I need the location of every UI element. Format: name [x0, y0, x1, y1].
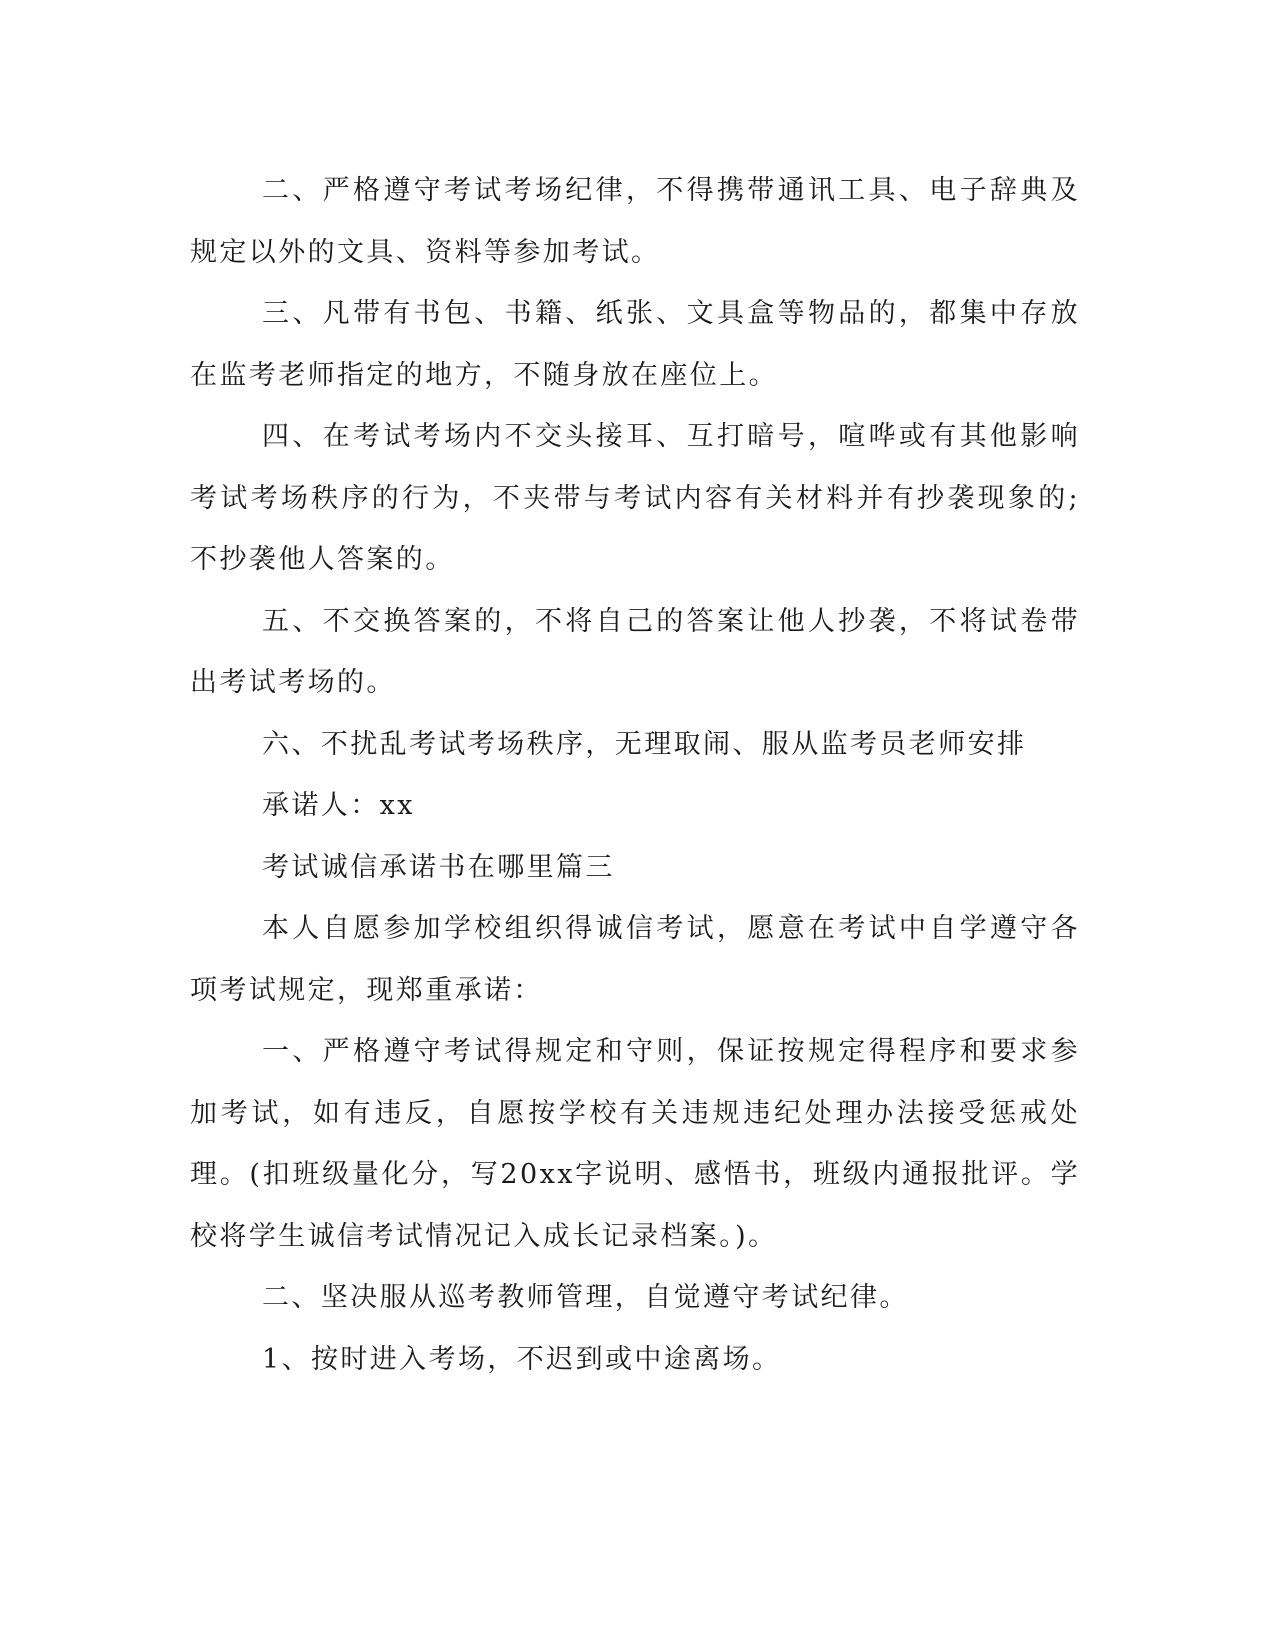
paragraph-exam-discipline: 二、严格遵守考试考场纪律，不得携带通讯工具、电子辞典及规定以外的文具、资料等参加考试。	[190, 175, 1080, 268]
paragraph-pledge-rule-one: 一、严格遵守考试得规定和守则，保证按规定得程序和要求参加考试，如有违反，自愿按学校有关违规违纪处理办法接受惩戒处理。(扣班级量化分，写20xx字说明、感悟书，班级内通报批评。学校将学生诚信考试情况记入成长记录档案。)。	[190, 1036, 1080, 1252]
paragraph-pledge-intro: 本人自愿参加学校组织得诚信考试，愿意在考试中自学遵守各项考试规定，现郑重承诺：	[190, 913, 1080, 1006]
signatory-line: 承诺人：xx	[262, 790, 415, 821]
paragraph-no-answer-exchange: 五、不交换答案的，不将自己的答案让他人抄袭，不将试卷带出考试考场的。	[190, 605, 1080, 698]
paragraph-pledge-rule-two: 二、坚决服从巡考教师管理，自觉遵守考试纪律。	[262, 1282, 909, 1313]
paragraph-no-cheating: 四、在考试考场内不交头接耳、互打暗号，喧哗或有其他影响考试考场秩序的行为，不夹带与考试内容有关材料并有抄袭现象的;不抄袭他人答案的。	[190, 421, 1080, 575]
paragraph-pledge-item-one: 1、按时进入考场，不迟到或中途离场。	[262, 1343, 782, 1375]
paragraph-belongings-storage: 三、凡带有书包、书籍、纸张、文具盒等物品的，都集中存放在监考老师指定的地方，不随身放在座位上。	[190, 298, 1080, 391]
document-body	[190, 160, 1080, 1390]
paragraph-obey-proctor: 六、不扰乱考试考场秩序，无理取闹、服从监考员老师安排	[262, 728, 1027, 760]
section-heading: 考试诚信承诺书在哪里篇三	[262, 851, 615, 883]
